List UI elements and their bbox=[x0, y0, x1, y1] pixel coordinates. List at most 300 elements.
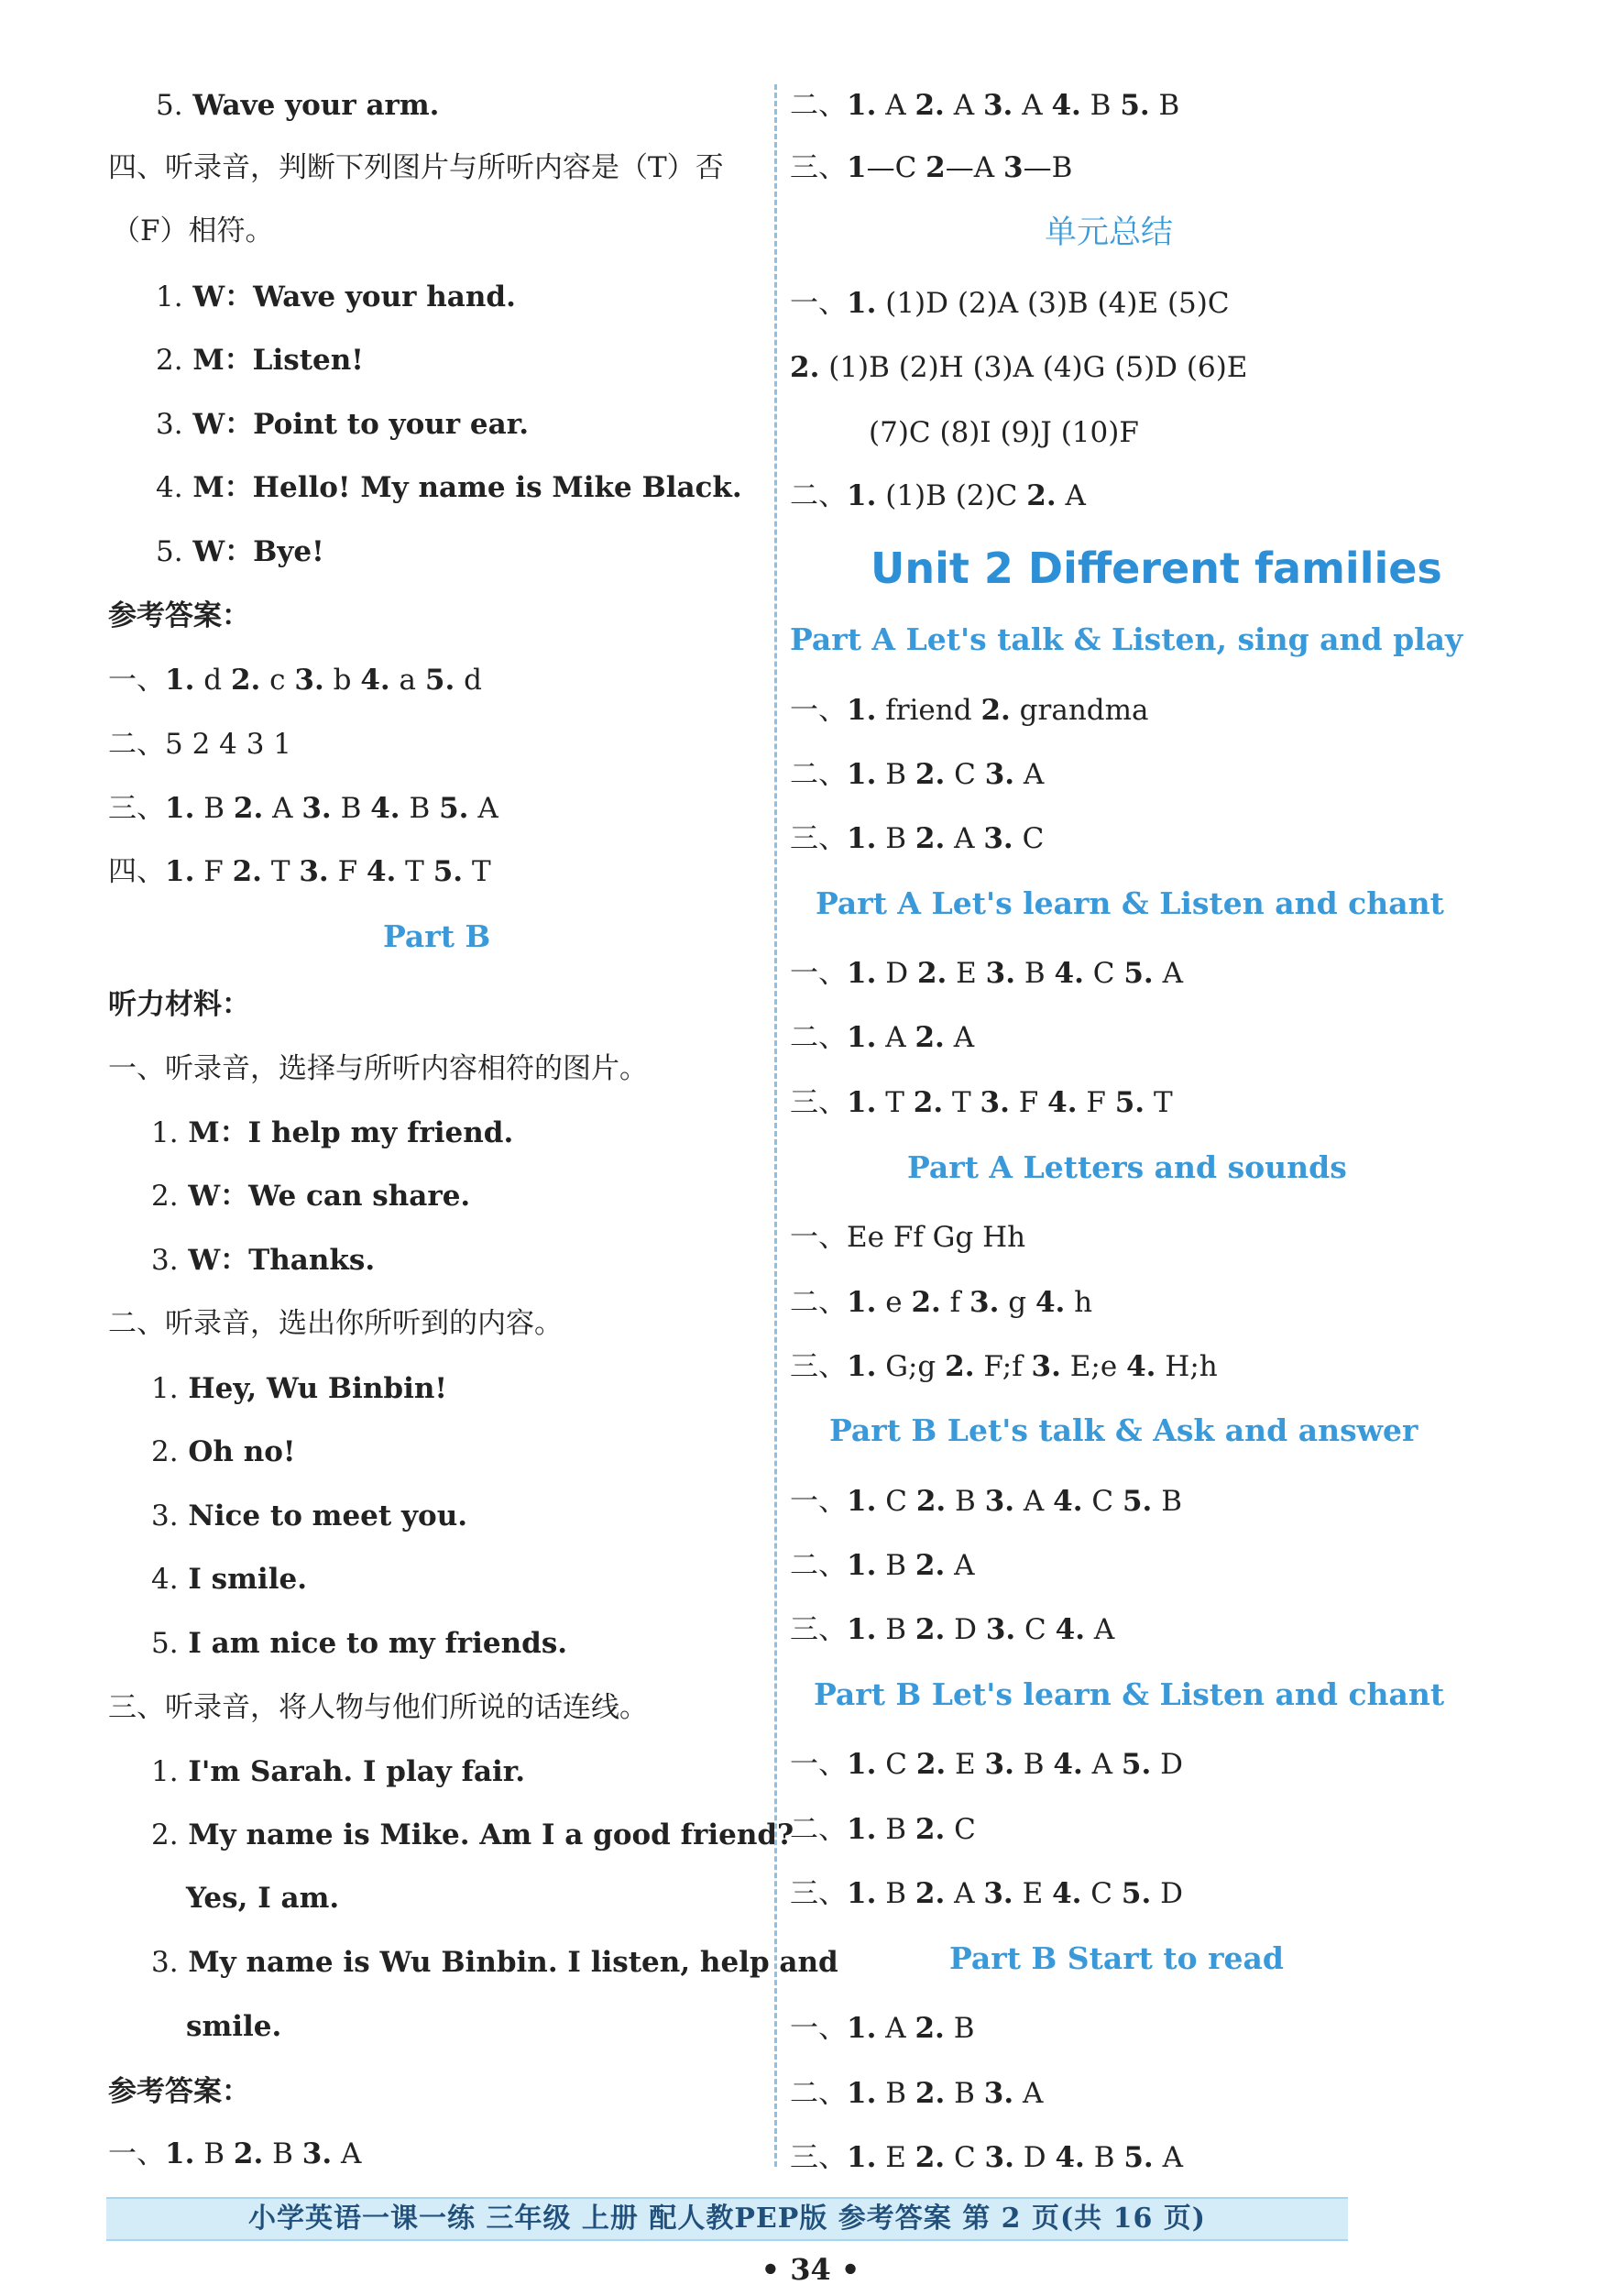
item-number: 2. bbox=[232, 855, 262, 888]
line-text: C bbox=[1082, 1485, 1123, 1518]
line-text: B bbox=[946, 1485, 985, 1518]
item-number: 2. bbox=[915, 2077, 946, 2110]
line-text: C bbox=[1083, 957, 1124, 990]
line-text: 2. bbox=[151, 1180, 179, 1213]
line-text: T bbox=[1145, 1086, 1173, 1119]
line-text: B bbox=[944, 2012, 975, 2045]
listen-line bbox=[151, 1817, 794, 1853]
line bbox=[156, 87, 439, 124]
line-text: A bbox=[876, 1021, 915, 1054]
line-text: e bbox=[876, 1286, 912, 1319]
item-number: 2. bbox=[233, 2137, 264, 2170]
item-number: 3. bbox=[984, 758, 1015, 791]
line-text: d bbox=[194, 664, 231, 697]
answer-line bbox=[790, 1219, 1025, 1256]
line-text: (1)D (2)A (3)B (4)E (5)C bbox=[876, 287, 1230, 320]
line-text: 一、 bbox=[790, 957, 847, 990]
line-text: B bbox=[876, 1813, 915, 1846]
line-text: 5. bbox=[156, 535, 183, 568]
line-text: B bbox=[1084, 2141, 1124, 2174]
item-number: 2 bbox=[926, 151, 946, 184]
item-number: 3. bbox=[984, 1748, 1014, 1781]
line-text: A bbox=[944, 89, 983, 122]
answer-line: (7)C (8)I (9)J (10)F bbox=[869, 416, 1139, 449]
line-text: C bbox=[1013, 822, 1045, 855]
question-title: 三、听录音，将人物与他们所说的话连线。 bbox=[108, 1691, 648, 1724]
line-text: 1. bbox=[151, 1755, 179, 1788]
answer-line bbox=[790, 349, 1247, 386]
item-number: 1. bbox=[847, 2077, 877, 2110]
item-number: 5. bbox=[1122, 1485, 1153, 1518]
answer-line bbox=[108, 726, 291, 763]
line-text: A bbox=[1014, 1485, 1054, 1518]
line-text: 三、 bbox=[790, 2141, 847, 2174]
line-text: A bbox=[876, 89, 915, 122]
line-text: H;h bbox=[1156, 1350, 1218, 1383]
dialog-line bbox=[156, 342, 364, 379]
section-heading: Part B Let's learn & Listen and chant bbox=[814, 1676, 1445, 1712]
line-text: 三、 bbox=[790, 151, 847, 184]
item-number: W：Bye! bbox=[182, 535, 324, 568]
item-number: 2. bbox=[915, 2012, 945, 2045]
line-text: 2. bbox=[151, 1435, 179, 1468]
line-text: F bbox=[328, 855, 367, 888]
item-number: 3. bbox=[984, 1485, 1015, 1518]
line-text: B bbox=[876, 758, 915, 791]
item-number: 5. bbox=[1121, 1877, 1152, 1910]
line-text: 三、 bbox=[790, 1086, 847, 1119]
answer-line bbox=[790, 820, 1044, 857]
line-text: 二、 bbox=[790, 479, 847, 512]
line-text: G;g bbox=[876, 1350, 946, 1383]
line-text: E bbox=[947, 957, 986, 990]
item-number: 2. bbox=[915, 2141, 946, 2174]
answer-line bbox=[108, 853, 491, 890]
item-number: 5. bbox=[1114, 1086, 1145, 1119]
line-text: B bbox=[945, 2077, 984, 2110]
footer-text: 小学英语一课一练 三年级 上册 配人教PEP版 参考答案 第 2 页(共 16 页) bbox=[248, 2203, 1206, 2235]
item-number: 2. bbox=[911, 1286, 941, 1319]
line-text: A bbox=[1085, 1613, 1115, 1646]
item-number: 1. bbox=[847, 2141, 877, 2174]
answer-line bbox=[790, 756, 1044, 793]
listen-line bbox=[151, 1242, 375, 1279]
item-number: 1. bbox=[847, 1549, 877, 1582]
line-text: 一、 bbox=[790, 287, 847, 320]
item-number: W：Wave your hand. bbox=[182, 280, 516, 313]
item-number: 2. bbox=[915, 1549, 946, 1582]
item-number: 1. bbox=[847, 957, 877, 990]
line-text: 一、 bbox=[790, 1485, 847, 1518]
item-number: My name is Mike. Am I a good friend? bbox=[178, 1818, 794, 1851]
line-text: 3. bbox=[151, 1946, 179, 1979]
line-text: D bbox=[945, 1613, 986, 1646]
footer-bar bbox=[106, 2197, 1348, 2241]
answer-line bbox=[108, 662, 482, 698]
line-text: D bbox=[876, 957, 917, 990]
item-number: 1. bbox=[847, 822, 877, 855]
line-text: 二、 bbox=[790, 1286, 847, 1319]
line-text: A bbox=[1153, 957, 1183, 990]
line-text: 2. bbox=[151, 1818, 179, 1851]
dialog-line bbox=[156, 406, 529, 443]
line-text: 二、 bbox=[108, 728, 165, 761]
listening-label: 听力材料： bbox=[108, 988, 250, 1021]
item-number: Nice to meet you. bbox=[178, 1500, 468, 1532]
line-text: —A bbox=[945, 151, 1003, 184]
line-text: A bbox=[1014, 758, 1045, 791]
item-number: 4. bbox=[1052, 1877, 1082, 1910]
line-text: A bbox=[945, 1549, 975, 1582]
item-number: 1. bbox=[847, 1813, 877, 1846]
line-text: 一、 bbox=[108, 2137, 165, 2170]
item-number: 2. bbox=[913, 1086, 944, 1119]
answer-line bbox=[790, 1746, 1183, 1783]
listen-line bbox=[151, 1178, 470, 1214]
line-text: F bbox=[1077, 1086, 1115, 1119]
item-number: 3. bbox=[980, 1086, 1010, 1119]
item-number: 1. bbox=[847, 1877, 877, 1910]
item-number: 2. bbox=[915, 1613, 946, 1646]
line-text: F bbox=[194, 855, 233, 888]
line-text: C bbox=[945, 1813, 976, 1846]
line-text: 1. bbox=[156, 280, 183, 313]
item-number: 3. bbox=[982, 89, 1013, 122]
item-number: 1. bbox=[847, 758, 877, 791]
line-text: C bbox=[945, 2141, 985, 2174]
item-number: I'm Sarah. I play fair. bbox=[178, 1755, 526, 1788]
item-number: 1. bbox=[847, 287, 877, 320]
item-number: 3. bbox=[969, 1286, 1000, 1319]
line-text: 一、 bbox=[108, 664, 165, 697]
line-text: 一、 bbox=[790, 2012, 847, 2045]
dialog-line bbox=[156, 469, 742, 506]
item-number: Yes, I am. bbox=[186, 1882, 340, 1915]
item-number: 1. bbox=[847, 1286, 877, 1319]
line-text: d bbox=[455, 664, 482, 697]
answer-line bbox=[790, 1811, 976, 1848]
line-text: 5. bbox=[156, 89, 183, 122]
item-number: 2. bbox=[980, 694, 1011, 727]
item-number: 5. bbox=[1123, 957, 1154, 990]
line-text: 三、 bbox=[790, 1877, 847, 1910]
answer-line bbox=[790, 1348, 1218, 1385]
listen-line bbox=[151, 1625, 567, 1662]
listen-line bbox=[151, 1944, 838, 1981]
line-text: C bbox=[876, 1748, 916, 1781]
item-number: W：We can share. bbox=[178, 1180, 471, 1213]
line-text: 5. bbox=[151, 1627, 179, 1660]
item-number: 4. bbox=[1126, 1350, 1156, 1383]
item-number: 3. bbox=[299, 855, 329, 888]
item-number: 1. bbox=[847, 1021, 877, 1054]
answer-line bbox=[790, 87, 1179, 124]
line-text: A bbox=[944, 1021, 975, 1054]
item-number: W：Thanks. bbox=[178, 1244, 376, 1277]
line-text: Ee Ff Gg Hh bbox=[847, 1221, 1026, 1254]
answer-label: 参考答案： bbox=[108, 2075, 250, 2108]
item-number: 2. bbox=[915, 1021, 945, 1054]
item-number: 1. bbox=[847, 1086, 877, 1119]
listen-line bbox=[151, 1115, 513, 1151]
line-text: 5 2 4 3 1 bbox=[165, 728, 292, 761]
line-text: 一、 bbox=[790, 1748, 847, 1781]
line-text: F bbox=[1009, 1086, 1048, 1119]
item-number: I am nice to my friends. bbox=[178, 1627, 568, 1660]
line-text: A bbox=[1013, 89, 1052, 122]
item-number: 2. bbox=[790, 351, 820, 384]
item-number: 1 bbox=[847, 151, 867, 184]
section-heading: Part B Start to read bbox=[949, 1940, 1284, 1976]
line-text: 一、 bbox=[790, 694, 847, 727]
line-text: A bbox=[876, 2012, 915, 2045]
item-number: 1. bbox=[847, 1485, 877, 1518]
answer-line bbox=[790, 285, 1230, 322]
item-number: 2. bbox=[915, 1877, 946, 1910]
line-text: g bbox=[999, 1286, 1035, 1319]
item-number: 1. bbox=[847, 479, 877, 512]
answer-line bbox=[790, 692, 1149, 729]
line-text: B bbox=[876, 2077, 915, 2110]
line-text: E;e bbox=[1060, 1350, 1127, 1383]
item-number: 5. bbox=[1121, 1748, 1152, 1781]
line-text: 三、 bbox=[790, 822, 847, 855]
item-number: 2. bbox=[915, 1813, 946, 1846]
line-text: A bbox=[468, 792, 498, 825]
listen-line bbox=[151, 1498, 467, 1534]
answer-line bbox=[790, 1875, 1183, 1912]
item-number: 2. bbox=[945, 1350, 975, 1383]
line-text: 二、 bbox=[790, 758, 847, 791]
page-number: • 34 • bbox=[761, 2252, 860, 2287]
listen-line bbox=[151, 1561, 307, 1598]
answer-line bbox=[790, 1084, 1173, 1121]
line-text: 三、 bbox=[790, 1613, 847, 1646]
item-number: 1. bbox=[847, 2012, 877, 2045]
line-text: A bbox=[1056, 479, 1086, 512]
item-number: M：Listen! bbox=[182, 344, 364, 377]
listen-line bbox=[151, 1753, 525, 1790]
line-text: B bbox=[1152, 1485, 1182, 1518]
item-number: 5. bbox=[433, 855, 464, 888]
line-text: 一、 bbox=[790, 1221, 847, 1254]
item-number: 3 bbox=[1002, 151, 1024, 184]
item-number: 5. bbox=[424, 664, 455, 697]
line-text: B bbox=[876, 822, 915, 855]
item-number: Oh no! bbox=[178, 1435, 296, 1468]
listen-line bbox=[151, 1434, 296, 1470]
line-text: 三、 bbox=[790, 1350, 847, 1383]
line-text: 二、 bbox=[790, 1549, 847, 1582]
answer-line bbox=[790, 478, 1086, 514]
item-number: 5. bbox=[1120, 89, 1150, 122]
item-number: 5. bbox=[439, 792, 469, 825]
line-text: (1)B (2)C bbox=[876, 479, 1027, 512]
line-text: —C bbox=[866, 151, 926, 184]
listen-line bbox=[186, 1880, 339, 1917]
answer-line bbox=[790, 2139, 1183, 2176]
item-number: 2. bbox=[915, 1485, 947, 1518]
item-number: My name is Wu Binbin. I listen, help and bbox=[178, 1946, 838, 1979]
item-number: 3. bbox=[301, 792, 332, 825]
line-text: A bbox=[1082, 1748, 1122, 1781]
line-text: B bbox=[1013, 1748, 1054, 1781]
line-text: 4. bbox=[151, 1563, 179, 1596]
line-text: T bbox=[943, 1086, 980, 1119]
answer-label: 参考答案： bbox=[108, 599, 250, 632]
item-number: 4. bbox=[366, 855, 397, 888]
line-text: (1)B (2)H (3)A (4)G (5)D (6)E bbox=[819, 351, 1248, 384]
line-text: c bbox=[260, 664, 295, 697]
item-number: 4. bbox=[1051, 89, 1081, 122]
item-number: I smile. bbox=[178, 1563, 307, 1596]
item-number: 4. bbox=[360, 664, 390, 697]
section-four-title: 四、听录音，判断下列图片与所听内容是（T）否 bbox=[108, 151, 724, 184]
item-number: 1. bbox=[847, 89, 877, 122]
part-b-heading: Part B bbox=[383, 918, 491, 954]
item-number: 3. bbox=[983, 1877, 1013, 1910]
line-text: 三、 bbox=[108, 792, 165, 825]
line-text: A bbox=[945, 822, 984, 855]
line-text: A bbox=[332, 2137, 362, 2170]
summary-heading: 单元总结 bbox=[1045, 214, 1174, 251]
dialog-line bbox=[156, 533, 324, 570]
line-text: D bbox=[1151, 1748, 1183, 1781]
item-number: 3. bbox=[983, 822, 1013, 855]
question-title: 一、听录音，选择与所听内容相符的图片。 bbox=[108, 1052, 648, 1085]
item-number: 4. bbox=[1035, 1286, 1066, 1319]
line-text: h bbox=[1065, 1286, 1093, 1319]
line-text: 二、 bbox=[790, 1021, 847, 1054]
line-text: E bbox=[1013, 1877, 1053, 1910]
item-number: W：Point to your ear. bbox=[182, 408, 529, 441]
item-number: 3. bbox=[294, 664, 324, 697]
line-text: 四、 bbox=[108, 855, 165, 888]
line-text: T bbox=[876, 1086, 914, 1119]
item-number: 4. bbox=[370, 792, 400, 825]
item-number: 1. bbox=[847, 1350, 877, 1383]
answer-line bbox=[790, 955, 1183, 992]
line-text: C bbox=[945, 758, 985, 791]
item-number: 3. bbox=[985, 1613, 1016, 1646]
line-text: b bbox=[323, 664, 361, 697]
item-number: 2. bbox=[915, 89, 945, 122]
line-text: 1. bbox=[151, 1372, 179, 1405]
item-number: 4. bbox=[1054, 957, 1084, 990]
line-text: D bbox=[1151, 1877, 1183, 1910]
section-heading: Part B Let's talk & Ask and answer bbox=[829, 1412, 1418, 1448]
item-number: 1. bbox=[847, 694, 877, 727]
answer-line bbox=[790, 1611, 1114, 1648]
item-number: 1. bbox=[847, 1748, 877, 1781]
listen-line bbox=[186, 2008, 281, 2045]
answer-line bbox=[790, 1483, 1182, 1520]
item-number: 1. bbox=[165, 2137, 195, 2170]
answer-line bbox=[790, 149, 1072, 186]
line-text: T bbox=[463, 855, 491, 888]
column-divider bbox=[774, 84, 777, 2167]
unit-title: Unit 2 Different families bbox=[871, 544, 1442, 593]
line-text: E bbox=[876, 2141, 915, 2174]
item-number: 2. bbox=[915, 1748, 947, 1781]
line-text: E bbox=[946, 1748, 985, 1781]
line-text: 2. bbox=[156, 344, 183, 377]
item-number: 2. bbox=[915, 758, 946, 791]
dialog-line bbox=[156, 279, 516, 315]
line-text: C bbox=[876, 1485, 916, 1518]
line-text: 3. bbox=[151, 1244, 179, 1277]
line-text: —B bbox=[1023, 151, 1073, 184]
section-heading: Part A Let's talk & Listen, sing and play bbox=[790, 621, 1463, 657]
section-heading: Part A Letters and sounds bbox=[907, 1149, 1347, 1185]
line-text: A bbox=[945, 1877, 984, 1910]
item-number: 2. bbox=[915, 822, 946, 855]
line-text: 3. bbox=[156, 408, 183, 441]
line-text: B bbox=[1015, 957, 1055, 990]
line-text: A bbox=[263, 792, 302, 825]
item-number: 2. bbox=[1026, 479, 1057, 512]
line-text: 二、 bbox=[790, 89, 847, 122]
item-number: smile. bbox=[186, 2010, 282, 2043]
item-number: Hey, Wu Binbin! bbox=[178, 1372, 448, 1405]
item-number: Wave your arm. bbox=[182, 89, 440, 122]
item-number: 3. bbox=[985, 957, 1016, 990]
line-text: B bbox=[263, 2137, 302, 2170]
item-number: 2. bbox=[916, 957, 947, 990]
listen-line bbox=[151, 1370, 447, 1407]
item-number: 4. bbox=[1053, 1748, 1083, 1781]
line-text: B bbox=[876, 1549, 915, 1582]
line-text: B bbox=[1149, 89, 1180, 122]
line-text: 1. bbox=[151, 1116, 179, 1149]
item-number: 1. bbox=[847, 1613, 877, 1646]
item-number: 3. bbox=[301, 2137, 333, 2170]
line-text: B bbox=[194, 792, 234, 825]
line-text: A bbox=[1153, 2141, 1183, 2174]
answer-line bbox=[790, 2075, 1043, 2112]
item-number: M：I help my friend. bbox=[178, 1116, 514, 1149]
line-text: B bbox=[400, 792, 440, 825]
item-number: 5. bbox=[1123, 2141, 1154, 2174]
line-text: C bbox=[1015, 1613, 1056, 1646]
section-heading: Part A Let's learn & Listen and chant bbox=[816, 885, 1444, 921]
item-number: 1. bbox=[165, 664, 195, 697]
line-text: friend bbox=[876, 694, 981, 727]
item-number: 4. bbox=[1055, 1613, 1085, 1646]
line-text: B bbox=[331, 792, 371, 825]
item-number: 4. bbox=[1055, 2141, 1085, 2174]
line-text: A bbox=[1013, 2077, 1044, 2110]
answer-line bbox=[790, 1019, 974, 1056]
line-text: B bbox=[1080, 89, 1121, 122]
line-text: B bbox=[194, 2137, 234, 2170]
item-number: 3. bbox=[983, 2077, 1014, 2110]
line-text: B bbox=[876, 1877, 915, 1910]
section-four-title-cont: （F）相符。 bbox=[112, 214, 274, 247]
item-number: 2. bbox=[233, 792, 264, 825]
line-text: grandma bbox=[1010, 694, 1149, 727]
line-text: D bbox=[1013, 2141, 1056, 2174]
line-text: 4. bbox=[156, 471, 183, 504]
item-number: 1. bbox=[165, 855, 195, 888]
item-number: 4. bbox=[1047, 1086, 1078, 1119]
line-text: F;f bbox=[974, 1350, 1032, 1383]
line-text: C bbox=[1081, 1877, 1122, 1910]
line-text: 二、 bbox=[790, 1813, 847, 1846]
line-text: 二、 bbox=[790, 2077, 847, 2110]
answer-line bbox=[108, 2136, 361, 2172]
line-text: T bbox=[261, 855, 300, 888]
